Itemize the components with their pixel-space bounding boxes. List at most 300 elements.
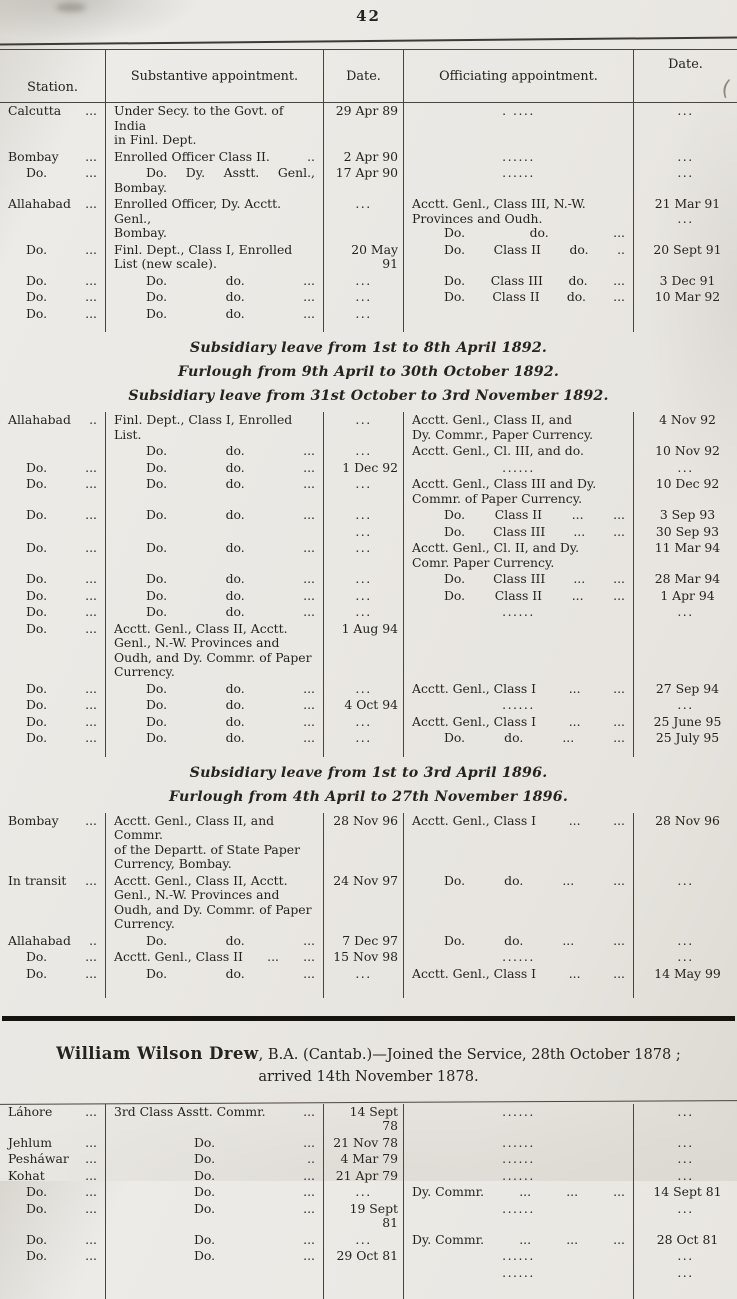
cell-line: ... bbox=[355, 587, 372, 603]
table-cell bbox=[403, 412, 633, 443]
table-cell bbox=[323, 507, 403, 524]
cell-line: Do. ... bbox=[26, 965, 97, 981]
cell-line: 3rd Class Asstt. Commr. ... bbox=[114, 1103, 315, 1119]
service-record-table-1 bbox=[0, 103, 737, 998]
cell-line: Do. ... bbox=[26, 680, 97, 696]
cell-line: 21 Mar 91 bbox=[654, 196, 721, 211]
cell-line: Do. Class II do. .. bbox=[444, 241, 625, 257]
cell-line: 7 Dec 97 bbox=[342, 932, 398, 948]
table-cell bbox=[323, 813, 403, 873]
table-cell bbox=[323, 196, 403, 242]
cell-line: Do. do. ... bbox=[444, 225, 625, 240]
table-cell bbox=[403, 1265, 633, 1282]
cell-line: In transit ... bbox=[8, 872, 97, 888]
table-cell bbox=[0, 621, 105, 681]
cell-line: ...... bbox=[502, 697, 535, 712]
cell-line: Acctt. Genl., Class I ... ... bbox=[412, 713, 625, 729]
leave-note: Subsidiary leave from 1st to 3rd April 1896. bbox=[189, 764, 548, 781]
cell-line: Do. ... bbox=[26, 476, 97, 491]
cell-line: ... bbox=[677, 604, 694, 619]
cell-line: 25 June 95 bbox=[653, 713, 722, 729]
table-cell bbox=[403, 1104, 633, 1135]
table-spacer bbox=[323, 747, 403, 757]
table-cell bbox=[403, 476, 633, 507]
table-cell bbox=[323, 460, 403, 477]
cell-line: Acctt. Genl., Class I ... ... bbox=[412, 812, 625, 828]
cell-line: Acctt. Genl., Cl. II, and Dy. bbox=[412, 540, 580, 555]
table-cell bbox=[0, 813, 105, 873]
table-cell bbox=[0, 540, 105, 571]
table-cell bbox=[105, 149, 323, 166]
table-cell bbox=[633, 588, 737, 605]
table-spacer bbox=[105, 747, 323, 757]
table-cell bbox=[633, 476, 737, 507]
table-cell bbox=[0, 196, 105, 242]
cell-line: Do. Class III do. ... bbox=[444, 272, 625, 288]
cell-line: Do. do. ... bbox=[146, 965, 315, 981]
cell-line: ...... bbox=[502, 949, 535, 964]
table-cell bbox=[105, 476, 323, 507]
table-cell bbox=[105, 165, 323, 196]
table-cell bbox=[633, 1201, 737, 1232]
table-cell bbox=[403, 540, 633, 571]
table-cell bbox=[0, 103, 105, 149]
cell-line: Do. do. ... ... bbox=[444, 932, 625, 948]
cell-line: ... bbox=[677, 872, 694, 888]
table-cell bbox=[0, 1232, 105, 1249]
table-cell bbox=[633, 681, 737, 698]
table-cell bbox=[323, 1104, 403, 1135]
table-cell bbox=[105, 1151, 323, 1168]
leave-note: Furlough from 4th April to 27th November 1896. bbox=[169, 788, 568, 805]
col-header-date: Date. bbox=[323, 50, 403, 102]
cell-line: ...... bbox=[502, 1264, 535, 1280]
cell-line: ... bbox=[355, 730, 372, 745]
table-cell bbox=[403, 460, 633, 477]
table-header-row bbox=[0, 49, 737, 103]
table-cell bbox=[633, 697, 737, 714]
table-cell bbox=[323, 165, 403, 196]
table-section bbox=[0, 1104, 737, 1299]
table-cell bbox=[403, 306, 633, 323]
table-cell bbox=[0, 149, 105, 166]
table-cell bbox=[403, 933, 633, 950]
table-cell bbox=[0, 604, 105, 621]
table-cell bbox=[633, 1265, 737, 1282]
table-cell bbox=[0, 949, 105, 966]
cell-line: Calcutta ... bbox=[8, 103, 97, 118]
table-cell bbox=[323, 933, 403, 950]
cell-line: Currency. bbox=[114, 664, 175, 679]
cell-line: Do. Class II ... ... bbox=[444, 507, 625, 522]
cell-line: Acctt. Genl., Class I ... ... bbox=[412, 965, 625, 981]
cell-line: Do. Class III ... ... bbox=[444, 523, 625, 539]
cell-line: 4 Oct 94 bbox=[344, 697, 398, 712]
cell-line: 28 Nov 96 bbox=[655, 812, 720, 828]
table-cell bbox=[323, 476, 403, 507]
table-cell bbox=[323, 1168, 403, 1185]
cell-line: Allahabad .. bbox=[8, 932, 97, 948]
table-cell bbox=[105, 306, 323, 323]
table-cell bbox=[0, 1184, 105, 1201]
table-cell bbox=[0, 1104, 105, 1135]
table-cell bbox=[633, 460, 737, 477]
table-cell bbox=[633, 443, 737, 460]
cell-line: Commr. of Paper Currency. bbox=[412, 490, 583, 506]
table-cell bbox=[105, 1168, 323, 1185]
table-cell bbox=[633, 1184, 737, 1201]
cell-line: Do. ... bbox=[26, 730, 97, 745]
table-cell bbox=[323, 1265, 403, 1282]
cell-line: ... bbox=[355, 1184, 372, 1200]
table-cell bbox=[0, 412, 105, 443]
table-cell bbox=[403, 273, 633, 290]
cell-line: 1 Aug 94 bbox=[341, 620, 398, 636]
cell-line: Do. ... bbox=[26, 713, 97, 729]
table-cell bbox=[633, 149, 737, 166]
cell-line: 4 Mar 79 bbox=[340, 1151, 398, 1167]
table-spacer bbox=[323, 982, 403, 998]
table-cell bbox=[403, 621, 633, 681]
table-cell bbox=[633, 873, 737, 933]
table-cell bbox=[0, 1201, 105, 1232]
cell-line: ...... bbox=[502, 459, 535, 475]
cell-line: Enrolled Officer, Dy. Acctt. Genl., bbox=[114, 196, 282, 226]
cell-line: 24 Nov 97 bbox=[333, 872, 398, 888]
cell-line: ... bbox=[355, 412, 372, 427]
col-header-officiating-appointment: Officiating appointment. bbox=[403, 50, 633, 102]
table-cell bbox=[0, 476, 105, 507]
cell-line: ... bbox=[355, 965, 372, 981]
table-cell bbox=[323, 621, 403, 681]
table-cell bbox=[0, 714, 105, 731]
table-cell bbox=[0, 507, 105, 524]
cell-line: Do. ... bbox=[194, 1184, 315, 1200]
table-cell bbox=[105, 571, 323, 588]
cell-line: 17 Apr 90 bbox=[335, 165, 398, 180]
cell-line: Do. do. ... ... bbox=[444, 872, 625, 888]
cell-line: Do. Class II do. ... bbox=[444, 289, 625, 304]
table-cell bbox=[633, 540, 737, 571]
cell-line: ... bbox=[355, 1231, 372, 1247]
table-cell bbox=[403, 1168, 633, 1185]
cell-line: Acctt. Genl., Class III and Dy. bbox=[412, 476, 597, 491]
cell-line: Do. do. ... bbox=[146, 932, 315, 948]
table-spacer bbox=[403, 322, 633, 332]
table-cell bbox=[0, 1248, 105, 1265]
table-cell bbox=[0, 588, 105, 605]
cell-line: 20 Sept 91 bbox=[653, 241, 722, 257]
cell-line: Acctt. Genl., Cl. III, and do. bbox=[412, 443, 584, 458]
table-cell bbox=[633, 1151, 737, 1168]
cell-line: 10 Nov 92 bbox=[655, 443, 720, 458]
table-cell bbox=[323, 571, 403, 588]
leave-note: Subsidiary leave from 1st to 8th April 1892. bbox=[189, 340, 548, 356]
cell-line: Do. Dy. Asstt. Genl., bbox=[146, 165, 315, 180]
cell-line: Do. ... bbox=[26, 165, 97, 180]
cell-line: Bombay. bbox=[114, 225, 167, 240]
table-cell bbox=[633, 1168, 737, 1185]
table-cell bbox=[105, 949, 323, 966]
cell-line: ...... bbox=[502, 1248, 535, 1264]
cell-line: ... bbox=[677, 1167, 694, 1183]
table-cell bbox=[0, 1168, 105, 1185]
cell-line: in Finl. Dept. bbox=[114, 132, 197, 147]
table-spacer bbox=[403, 982, 633, 998]
cell-line: 2 Apr 90 bbox=[343, 148, 398, 164]
table-cell bbox=[403, 697, 633, 714]
ink-smudge bbox=[56, 3, 86, 12]
table-cell bbox=[633, 933, 737, 950]
cell-line: 20 May 91 bbox=[351, 241, 398, 271]
cell-line: Jehlum ... bbox=[8, 1134, 97, 1150]
service-record-table-2 bbox=[0, 1104, 737, 1299]
table-top-rule bbox=[0, 36, 737, 45]
cell-line: Provinces and Oudh. bbox=[412, 210, 543, 226]
cell-line: 10 Mar 92 bbox=[654, 289, 721, 304]
cell-line: Bombay ... bbox=[8, 812, 97, 828]
cell-line: Genl., N.-W. Provinces and bbox=[114, 887, 280, 902]
cell-line: Acctt. Genl., Class II ... ... bbox=[114, 949, 315, 964]
cell-line: 21 Apr 79 bbox=[335, 1167, 398, 1183]
cell-line: Allahabad .. bbox=[8, 412, 97, 427]
table-cell bbox=[633, 242, 737, 273]
cell-line: ... bbox=[677, 932, 694, 948]
table-cell bbox=[0, 1265, 105, 1282]
table-cell bbox=[105, 540, 323, 571]
table-cell bbox=[403, 873, 633, 933]
cell-line: Do. do. ... ... bbox=[444, 730, 625, 745]
cell-line: 11 Mar 94 bbox=[654, 540, 721, 555]
cell-line: Do. ... bbox=[26, 587, 97, 603]
cell-line: List. bbox=[114, 426, 142, 442]
table-cell bbox=[105, 289, 323, 306]
cell-line: ... bbox=[355, 476, 372, 491]
table-spacer bbox=[633, 747, 737, 757]
cell-line: Under Secy. to the Govt. of India bbox=[114, 103, 284, 133]
table-cell bbox=[0, 730, 105, 747]
table-spacer bbox=[0, 1281, 105, 1299]
table-spacer bbox=[633, 322, 737, 332]
cell-line: 3 Dec 91 bbox=[659, 272, 716, 288]
table-cell bbox=[105, 966, 323, 983]
cell-line: Do. ... bbox=[26, 571, 97, 586]
cell-line: Bombay ... bbox=[8, 148, 97, 164]
table-cell bbox=[0, 681, 105, 698]
table-cell bbox=[105, 621, 323, 681]
cell-line: Acctt. Genl., Class II, and bbox=[412, 412, 573, 427]
table-spacer bbox=[0, 982, 105, 998]
table-cell bbox=[0, 966, 105, 983]
cell-line: Genl., N.-W. Provinces and bbox=[114, 635, 280, 650]
table-cell bbox=[0, 306, 105, 323]
table-cell bbox=[323, 730, 403, 747]
cell-line: Do. ... bbox=[26, 1248, 97, 1264]
cell-line: Do. do. ... bbox=[146, 713, 315, 729]
table-cell bbox=[633, 714, 737, 731]
cell-line: Do. ... bbox=[26, 1184, 97, 1200]
table-spacer bbox=[323, 322, 403, 332]
cell-line: Do. Class II ... ... bbox=[444, 587, 625, 603]
cell-line: Finl. Dept., Class I, Enrolled bbox=[114, 241, 293, 257]
table-cell bbox=[323, 242, 403, 273]
table-cell bbox=[323, 273, 403, 290]
table-cell bbox=[633, 273, 737, 290]
table-cell bbox=[0, 273, 105, 290]
cell-line: ... bbox=[355, 523, 372, 539]
table-cell bbox=[105, 813, 323, 873]
table-cell bbox=[403, 507, 633, 524]
table-cell bbox=[403, 730, 633, 747]
table-section bbox=[0, 813, 737, 999]
table-cell bbox=[633, 507, 737, 524]
cell-line: Do. do. ... bbox=[146, 730, 315, 745]
cell-line: Bombay. bbox=[114, 179, 167, 195]
table-cell bbox=[0, 697, 105, 714]
table-cell bbox=[323, 412, 403, 443]
table-cell bbox=[105, 460, 323, 477]
table-cell bbox=[0, 242, 105, 273]
table-cell bbox=[633, 306, 737, 323]
table-cell bbox=[323, 103, 403, 149]
cell-line: Do. do. ... bbox=[146, 507, 315, 522]
table-cell bbox=[403, 966, 633, 983]
cell-line: ...... bbox=[502, 1200, 535, 1216]
cell-line: Do. ... bbox=[194, 1231, 315, 1247]
table-cell bbox=[633, 730, 737, 747]
table-cell bbox=[633, 813, 737, 873]
cell-line: Do. do. ... bbox=[146, 272, 315, 288]
table-cell bbox=[0, 165, 105, 196]
table-cell bbox=[0, 933, 105, 950]
page-number: 42 bbox=[356, 7, 381, 25]
cell-line: Comr. Paper Currency. bbox=[412, 554, 555, 570]
table-cell bbox=[105, 730, 323, 747]
cell-line: 14 Sept 81 bbox=[653, 1184, 722, 1200]
cell-line: ... bbox=[677, 949, 694, 964]
table-cell bbox=[633, 1248, 737, 1265]
table-spacer bbox=[633, 1281, 737, 1299]
cell-line: ... bbox=[677, 1200, 694, 1216]
cell-line: ... bbox=[677, 1264, 694, 1280]
cell-line: Acctt. Genl., Class II, Acctt. bbox=[114, 872, 288, 888]
cell-line: ... bbox=[677, 1134, 694, 1150]
table-cell bbox=[105, 1201, 323, 1232]
table-cell bbox=[105, 1104, 323, 1135]
table-cell bbox=[323, 289, 403, 306]
cell-line: Do. ... bbox=[26, 620, 97, 636]
table-spacer bbox=[105, 982, 323, 998]
cell-line: Do. do. ... bbox=[146, 476, 315, 491]
cell-line: ... bbox=[355, 443, 372, 458]
cell-line: Do. ... bbox=[194, 1248, 315, 1264]
cell-line: Do. do. ... bbox=[146, 305, 315, 321]
cell-line: Do. do. ... bbox=[146, 587, 315, 603]
table-cell bbox=[403, 165, 633, 196]
cell-line: Do. ... bbox=[26, 272, 97, 288]
table-cell bbox=[403, 1135, 633, 1152]
table-cell bbox=[403, 524, 633, 541]
table-cell bbox=[323, 443, 403, 460]
cell-line: ...... bbox=[502, 1103, 535, 1119]
cell-line: ...... bbox=[502, 1167, 535, 1183]
cell-line: 28 Mar 94 bbox=[654, 571, 721, 586]
table-cell bbox=[633, 1135, 737, 1152]
table-cell bbox=[105, 1135, 323, 1152]
table-cell bbox=[633, 289, 737, 306]
cell-line: Do. .. bbox=[194, 1151, 315, 1167]
table-cell bbox=[105, 196, 323, 242]
cell-line: ... bbox=[355, 196, 372, 211]
table-cell bbox=[323, 149, 403, 166]
table-cell bbox=[323, 1248, 403, 1265]
cell-line: 15 Nov 98 bbox=[333, 949, 398, 964]
table-cell bbox=[633, 412, 737, 443]
table-cell bbox=[403, 1184, 633, 1201]
table-cell bbox=[633, 1232, 737, 1249]
cell-line: Acctt. Genl., Class II, and Commr. bbox=[114, 812, 275, 842]
table-cell bbox=[0, 873, 105, 933]
cell-line: Do. ... bbox=[26, 949, 97, 964]
cell-line: ... bbox=[355, 507, 372, 522]
table-spacer bbox=[403, 1281, 633, 1299]
cell-line: Acctt. Genl., Class III, N.-W. bbox=[412, 196, 586, 211]
cell-line: ... bbox=[355, 713, 372, 729]
pen-mark-icon: ( bbox=[719, 75, 733, 101]
cell-line: Dy. Commr. ... ... ... bbox=[412, 1231, 625, 1247]
cell-line: 10 Dec 92 bbox=[655, 476, 720, 491]
cell-line: Do. ... bbox=[194, 1167, 315, 1183]
table-spacer bbox=[105, 1281, 323, 1299]
table-cell bbox=[323, 714, 403, 731]
cell-line: ...... bbox=[502, 165, 535, 180]
table-cell bbox=[105, 507, 323, 524]
cell-line: Do. do. ... bbox=[146, 459, 315, 475]
cell-line: 21 Nov 78 bbox=[333, 1134, 398, 1150]
table-cell bbox=[323, 524, 403, 541]
table-cell bbox=[0, 443, 105, 460]
table-cell bbox=[105, 443, 323, 460]
cell-line: Láhore ... bbox=[8, 1103, 97, 1119]
table-cell bbox=[105, 1265, 323, 1282]
cell-line: 1 Apr 94 bbox=[660, 587, 715, 603]
cell-line: 4 Nov 92 bbox=[659, 412, 716, 427]
table-cell bbox=[323, 681, 403, 698]
table-cell bbox=[403, 571, 633, 588]
table-cell bbox=[633, 966, 737, 983]
officer-entry-heading bbox=[52, 1041, 685, 1088]
cell-line: 14 Sept 78 bbox=[349, 1103, 398, 1134]
cell-line: ... bbox=[677, 697, 694, 712]
cell-line: ... bbox=[355, 289, 372, 304]
section-divider-rule bbox=[2, 1016, 735, 1021]
cell-line: Do. ... bbox=[26, 459, 97, 475]
table-cell bbox=[403, 1232, 633, 1249]
table-cell bbox=[105, 103, 323, 149]
cell-line: Do. ... bbox=[26, 604, 97, 619]
cell-line: 29 Apr 89 bbox=[335, 103, 398, 118]
table-cell bbox=[323, 873, 403, 933]
table-cell bbox=[403, 813, 633, 873]
table-cell bbox=[633, 103, 737, 149]
cell-line: ... bbox=[677, 210, 694, 226]
cell-line: Do. ... bbox=[26, 1231, 97, 1247]
cell-line: List (new scale). bbox=[114, 256, 217, 271]
table-cell bbox=[633, 1104, 737, 1135]
cell-line: 1 Dec 92 bbox=[342, 459, 398, 475]
table-cell bbox=[0, 1135, 105, 1152]
table-cell bbox=[0, 524, 105, 541]
